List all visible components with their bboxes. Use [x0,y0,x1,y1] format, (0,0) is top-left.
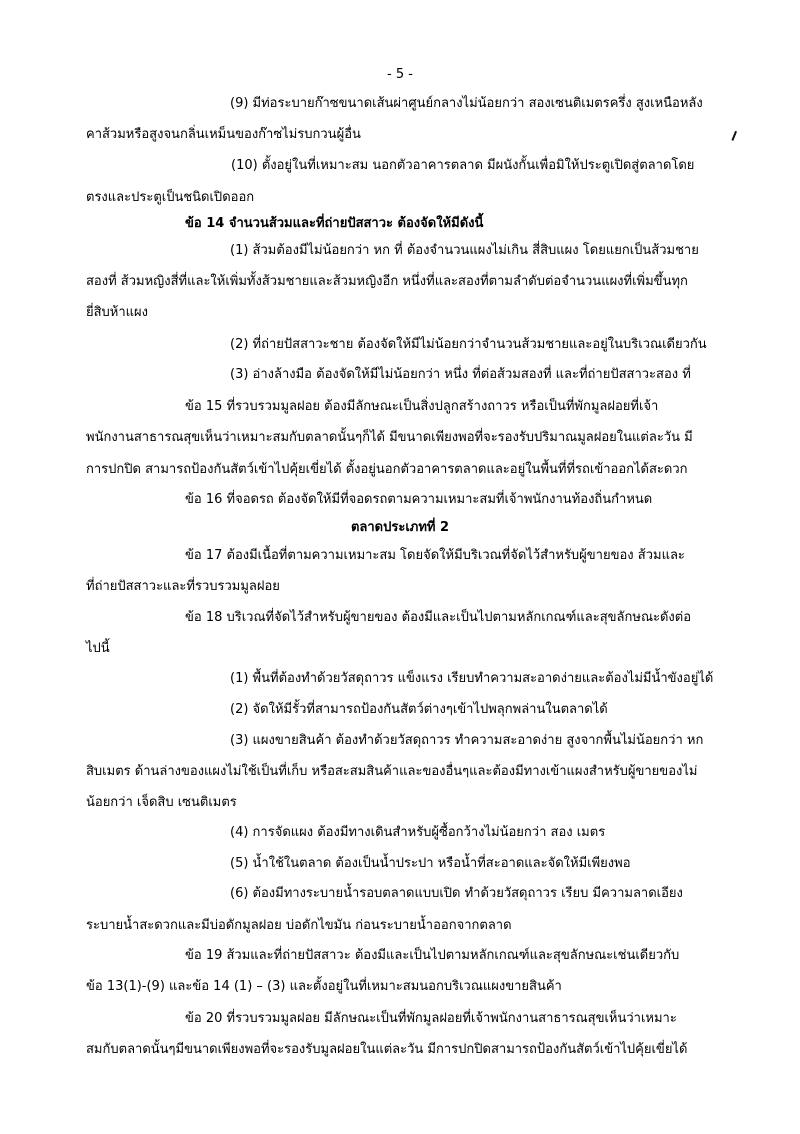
page-number: - 5 - [387,67,413,82]
paragraph-line: (3) อ่างล้างมือ ต้องจัดให้มีไม่น้อยกว่า หนึ่ง ที่ต่อส้วมสองที่ และที่ถ่ายปัสสาวะสอง ที่ [230,367,691,382]
paragraph-line: (2) ที่ถ่ายปัสสาวะชาย ต้องจัดให้มีไม่น้อยกว่าจำนวนส้วมชายและอยู่ในบริเวณเดียวกัน [230,337,707,352]
paragraph-line: (6) ต้องมีทางระบายน้ำรอบตลาดแบบเปิด ทำด้วยวัสดุถาวร เรียบ มีความลาดเอียง [230,886,683,901]
paragraph-line: ข้อ 19 ส้วมและที่ถ่ายปัสสาวะ ต้องมีและเป็นไปตามหลักเกณฑ์และสุขลักษณะเช่นเดียวกับ [185,948,680,963]
paragraph-line: สิบเมตร ด้านล่างของแผงไม่ใช้เป็นที่เก็บ หรือสะสมสินค้าและของอื่นๆและต้องมีทางเข้าแผงสำหรับผู้ขายของไม่ [86,764,698,779]
paragraph-line: (9) มีท่อระบายก๊าซขนาดเส้นผ่าศูนย์กลางไม่น้อยกว่า สองเซนติเมตรครึ่ง สูงเหนือหลัง [230,96,703,111]
market-type-heading: ตลาดประเภทที่ 2 [350,520,450,535]
paragraph-line: คาส้วมหรือสูงจนกลิ่นเหม็นของก๊าซไม่รบกวนผู้อื่น [86,127,361,142]
paragraph-line: พนักงานสาธารณสุขเห็นว่าเหมาะสมกับตลาดนั้นๆก็ได้ มีขนาดเพียงพอที่จะรองรับปริมาณมูลฝอยในแต่ละวัน มี [86,430,693,445]
paragraph-line: ข้อ 18 บริเวณที่จัดไว้สำหรับผู้ขายของ ต้องมีและเป็นไปตามหลักเกณฑ์และสุขลักษณะดังต่อ [185,610,692,625]
paragraph-line: น้อยกว่า เจ็ดสิบ เซนติเมตร [86,795,237,810]
paragraph-line: ยี่สิบห้าแผง [86,305,149,320]
paragraph-line: (4) การจัดแผง ต้องมีทางเดินสำหรับผู้ซื้อกว้างไม่น้อยกว่า สอง เมตร [230,825,606,840]
paragraph-line: สมกับตลาดนั้นๆมีขนาดเพียงพอที่จะรองรับมูลฝอยในแต่ละวัน มีการปกปิดสามารถป้องกันสัตว์เข้าไปคุ้ยเขี่ยได้ [86,1042,688,1057]
paragraph-line: (1) ส้วมต้องมีไม่น้อยกว่า หก ที่ ต้องจำนวนแผงไม่เกิน สี่สิบแผง โดยแยกเป็นส้วมชาย [230,243,699,258]
paragraph-line: ตรงและประตูเป็นชนิดเปิดออก [86,190,255,205]
paragraph-line: ข้อ 15 ที่รวบรวมมูลฝอย ต้องมีลักษณะเป็นสิ่งปลูกสร้างถาวร หรือเป็นที่พักมูลฝอยที่เจ้า [185,399,659,414]
paragraph-line: ข้อ 17 ต้องมีเนื้อที่ตามความเหมาะสม โดยจัดให้มีบริเวณที่จัดไว้สำหรับผู้ขายของ ส้วมและ [185,548,685,563]
paragraph-line: ที่ถ่ายปัสสาวะและที่รวบรวมมูลฝอย [86,579,280,594]
paragraph-line: การปกปิด สามารถป้องกันสัตว์เข้าไปคุ้ยเขี่ยได้ ตั้งอยู่นอกตัวอาคารตลาดและอยู่ในพื้นที่ที่รถเข้าออกได้สะดวก [86,462,688,477]
pen-mark-icon [731,131,742,143]
paragraph-line: ระบายน้ำสะดวกและมีบ่อดักมูลฝอย บ่อดักไขมัน ก่อนระบายน้ำออกจากตลาด [86,918,512,933]
paragraph-line: (1) พื้นที่ต้องทำด้วยวัสดุถาวร แข็งแรง เรียบทำความสะอาดง่ายและต้องไม่มีน้ำขังอยู่ได้ [230,671,714,686]
paragraph-line: (5) น้ำใช้ในตลาด ต้องเป็นน้ำประปา หรือน้ำที่สะอาดและจัดให้มีเพียงพอ [230,856,631,871]
paragraph-line: (2) จัดให้มีรั้วที่สามารถป้องกันสัตว์ต่างๆเข้าไปพลุกพล่านในตลาดได้ [230,702,608,717]
paragraph-line: (10) ตั้งอยู่ในที่เหมาะสม นอกตัวอาคารตลาด มีผนังกั้นเพื่อมิให้ประตูเปิดสู่ตลาดโดย [231,158,695,173]
paragraph-line: สองที่ ส้วมหญิงสี่ที่และให้เพิ่มทั้งส้วมชายและส้วมหญิงอีก หนึ่งที่และสองที่ตามลำดับต่อจำนวนแผงที่เพิ่มขึ้นทุก [86,274,688,289]
paragraph-line: ข้อ 13(1)-(9) และข้อ 14 (1) – (3) และตั้งอยู่ในที่เหมาะสมนอกบริเวณแผงขายสินค้า [86,979,562,994]
paragraph-line: (3) แผงขายสินค้า ต้องทำด้วยวัสดุถาวร ทำความสะอาดง่าย สูงจากพื้นไม่น้อยกว่า หก [230,733,704,748]
paragraph-line: ข้อ 16 ที่จอดรถ ต้องจัดให้มีที่จอดรถตามความเหมาะสมที่เจ้าพนักงานท้องถิ่นกำหนด [185,492,653,507]
section-heading: ข้อ 14 จำนวนส้วมและที่ถ่ายปัสสาวะ ต้องจัดให้มีดังนี้ [185,216,484,231]
paragraph-line: ไปนี้ [86,641,110,656]
paragraph-line: ข้อ 20 ที่รวบรวมมูลฝอย มีลักษณะเป็นที่พักมูลฝอยที่เจ้าพนักงานสาธารณสุขเห็นว่าเหมาะ [185,1011,677,1026]
